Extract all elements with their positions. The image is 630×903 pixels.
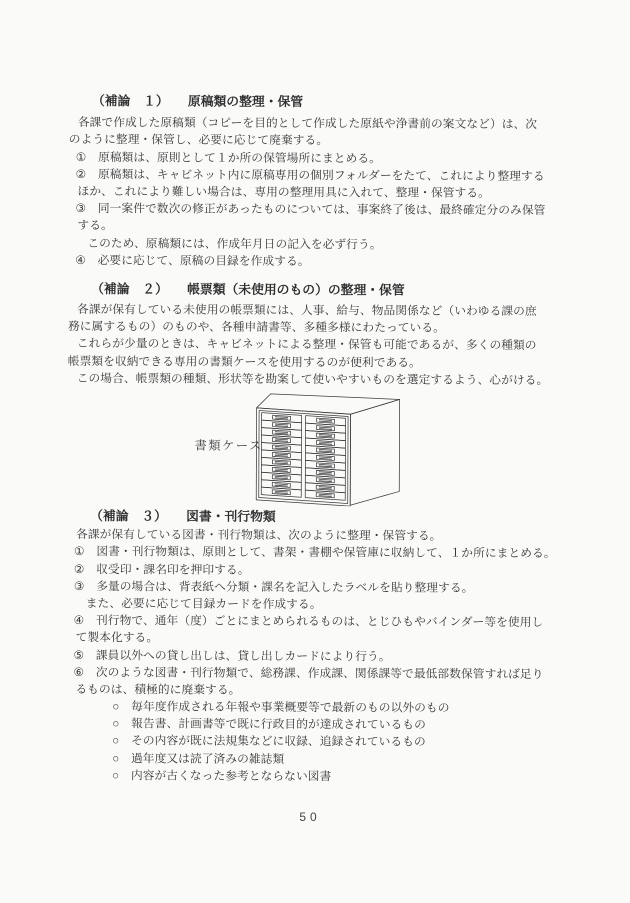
case-front-face xyxy=(256,408,350,506)
text-line: のように整理・保管し、必要に応じて廃棄する。 xyxy=(68,133,329,148)
list-item: ⑤ 課員以外への貸し出しは、貸し出しカードにより行う。 xyxy=(73,648,391,663)
list-item: ③ 多量の場合は、背表紙へ分類・課名を記入したラベルを貼り整理する。 xyxy=(73,579,474,595)
bullet-item: ○ 毎年度作成される年報や事業概要等で最新のもの以外のもの xyxy=(112,700,450,715)
text-line: 各課が保有している図書・刊行物類は、次のように整理・保管する。 xyxy=(76,528,442,543)
page-number: 50 xyxy=(299,810,321,824)
text-line: 各課が保有している未使用の帳票類には、人事、給与、物品関係など（いわゆる課の庶 xyxy=(77,303,537,319)
case-top-face xyxy=(257,394,400,415)
text-line: この場合、帳票類の種類、形状等を勘案して使いやすいものを選定するよう、心がける。 xyxy=(76,371,549,387)
bullet-item: ○ 内容が古くなった参考とならない図書 xyxy=(111,769,332,783)
text-column xyxy=(66,92,569,786)
text-line: このため、原稿類には、作成年月日の記入を必ず行う。 xyxy=(87,236,382,251)
list-item: ④ 必要に応じて、原稿の目録を作成する。 xyxy=(75,253,310,268)
list-item: ③ 同一案件で数次の修正があったものについては、事案終了後は、最終確定分のみ保管 xyxy=(75,202,546,218)
list-item: ② 原稿類は、キャビネット内に原稿専用の個別フォルダーをたて、これにより整理する xyxy=(75,167,545,183)
list-item: ⑥ 次のような図書・刊行物類で、総務課、作成課、関係課等で最低部数保管すれば足り xyxy=(73,665,544,681)
section-horon-1 xyxy=(68,92,569,271)
section-heading: （補論 ３） 図書・刊行物類 xyxy=(90,508,276,524)
text-line: 各課で作成した原稿類（コピーを目的として作成した原紙や浄書前の案文など）は、次 xyxy=(77,116,538,132)
text-line: ほか、これにより難しい場合は、専用の整理用具に入れて、整理・保管する。 xyxy=(77,184,490,200)
document-case-illustration xyxy=(248,386,409,507)
section-horon-2 xyxy=(68,280,568,389)
section-heading: （補論 ２） 帳票類（未使用のもの）の整理・保管 xyxy=(91,280,405,298)
text-line: 帳票類を収納できる専用の書類ケースを使用するのが便利である。 xyxy=(67,354,421,370)
drawer-grid xyxy=(261,413,345,501)
case-side-face xyxy=(350,399,399,505)
text-line: るものは、積極的に廃棄する。 xyxy=(75,682,241,697)
text-line: する。 xyxy=(77,219,113,233)
list-item: ① 原稿類は、原則として１か所の保管場所にまとめる。 xyxy=(75,150,382,165)
text-line: これらが少量のときは、キャビネットによる整理・保管も可能であるが、多くの種類の xyxy=(76,337,537,353)
text-line: て製本化する。 xyxy=(75,631,159,645)
list-item: ① 図書・刊行物類は、原則として、書架・書棚や保管庫に収納して、１か所にまとめる。 xyxy=(73,545,556,561)
bullet-item: ○ 過年度又は読了済みの雑誌類 xyxy=(112,751,285,766)
figure-label: 書類ケース xyxy=(194,438,263,453)
bullet-item: ○ 報告書、計画書等で既に行政目的が達成されているもの xyxy=(112,717,426,732)
list-item: ② 収受印・課名印を押印する。 xyxy=(73,562,250,577)
document-case-figure xyxy=(67,387,568,507)
text-line: 務に属するもの）のものや、各種申請書等、多種多様にわたっている。 xyxy=(67,320,445,335)
section-heading: （補論 １） 原稿類の整理・保管 xyxy=(91,93,304,110)
section-horon-3 xyxy=(66,507,567,786)
bullet-item: ○ その内容が既に法規集などに収録、追録されているもの xyxy=(112,734,426,750)
text-line: また、必要に応じて目録カードを作成する。 xyxy=(85,597,322,612)
list-item: ④ 刊行物で、通年（度）ごとにまとめられるものは、とじひもやバインダー等を使用し xyxy=(73,614,544,630)
